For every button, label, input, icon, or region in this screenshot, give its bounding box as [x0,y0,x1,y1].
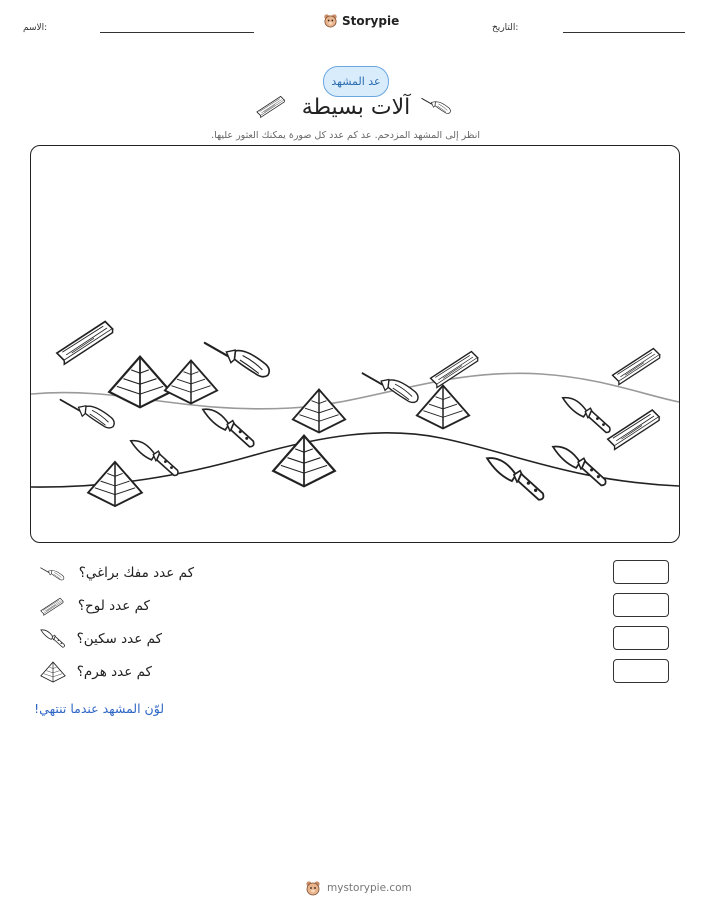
pyramid-5 [273,436,335,487]
plank-4 [608,410,659,449]
bear-logo-icon [305,880,321,896]
page-title: آلات بسيطة [301,95,411,120]
question-plank: كم عدد لوح؟ [77,598,150,614]
name-label: الاسم: [23,23,48,33]
plank-2 [431,352,478,388]
plank-1 [57,322,113,365]
screwdriver-icon [421,92,453,120]
pyramid-icon [40,660,66,684]
knife-2 [131,441,178,476]
crowded-scene [31,146,679,542]
pyramid-2 [165,361,217,404]
question-pyramid: كم عدد هرم؟ [76,664,152,680]
knife-icon [40,627,66,651]
name-line[interactable] [100,32,254,33]
brand-logo [323,13,399,28]
knife-5 [487,458,543,500]
screwdriver-icon [40,561,66,587]
footer [305,880,412,896]
knife-3 [563,398,610,433]
question-knife: كم عدد سكين؟ [76,631,162,647]
answer-box-knife[interactable] [613,626,669,650]
scene-count-badge: عد المشهد [323,66,389,97]
plank-icon [256,92,288,120]
pyramid-6 [88,462,142,506]
scene-frame [30,145,680,543]
screwdriver-1 [205,343,269,377]
answer-box-screwdriver[interactable] [613,560,669,584]
pyramid-1 [109,357,171,408]
date-label: التاريخ: [492,23,519,33]
date-line[interactable] [563,32,685,33]
brand-name: Storypie [342,13,400,28]
knife-4 [553,447,606,486]
color-scene-note: لوّن المشهد عندما تنتهي! [34,701,164,716]
pyramid-4 [417,386,469,429]
answer-box-pyramid[interactable] [613,659,669,683]
pyramid-3 [293,390,345,433]
answer-box-plank[interactable] [613,593,669,617]
plank-3 [613,349,660,385]
plank-icon [40,594,66,618]
bear-logo-icon [323,13,338,28]
question-screwdriver: كم عدد مفك براغي؟ [78,565,194,581]
knife-1 [203,409,254,447]
screwdriver-2 [363,373,418,402]
screwdriver-3 [61,400,115,428]
instructions: انظر إلى المشهد المزدحم. عد كم عدد كل صورة يمكنك العثور عليها. [211,130,480,141]
footer-url[interactable]: mystorypie.com [327,882,412,894]
